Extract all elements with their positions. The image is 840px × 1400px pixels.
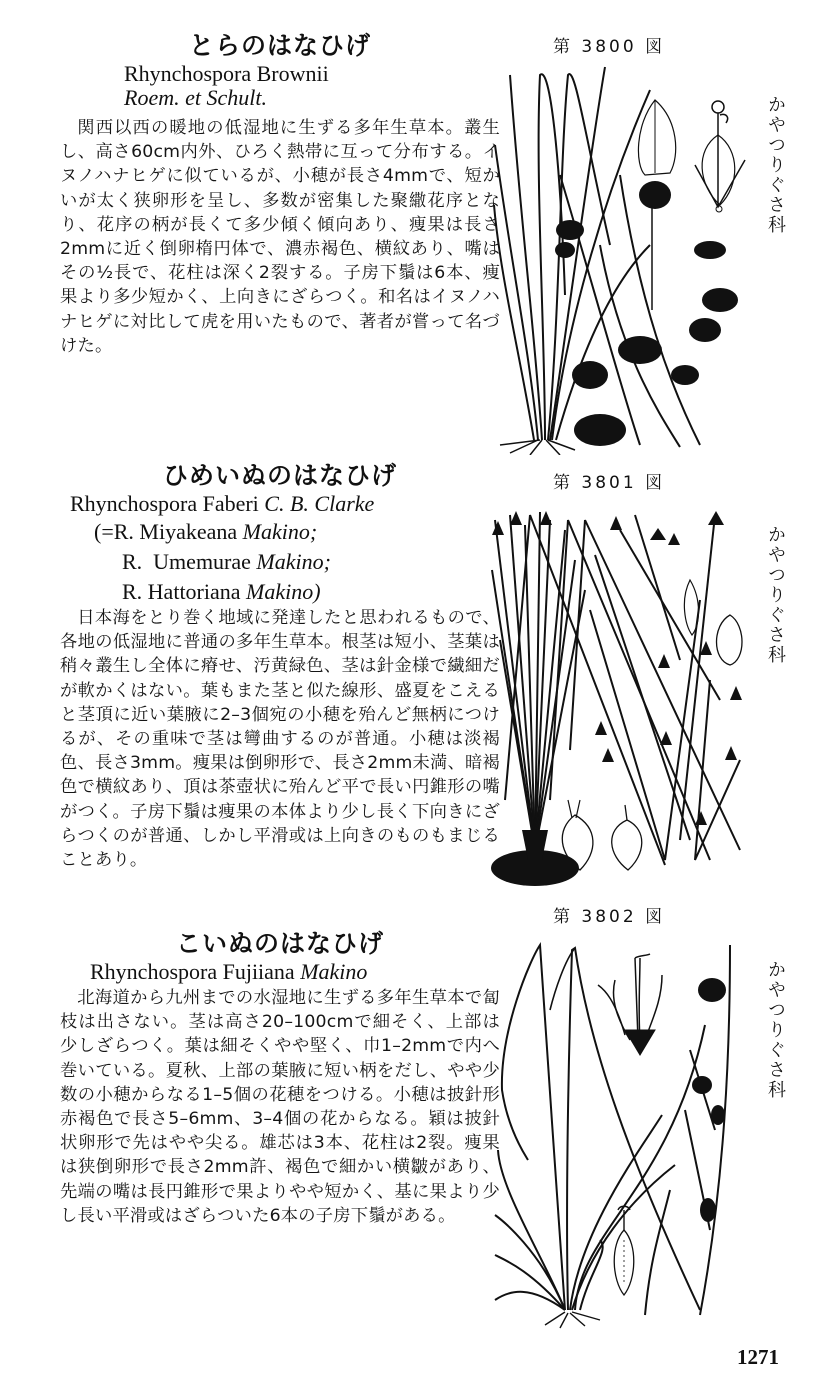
figure-label-3802: 第 3802 図 [553, 907, 666, 927]
japanese-name: こいぬのはなひげ [175, 929, 384, 958]
japanese-name: ひめいぬのはなひげ [162, 461, 397, 490]
entry-3800 [60, 30, 500, 358]
entry-3801 [60, 460, 500, 872]
synonym-name: R. Hattoriana [122, 579, 241, 604]
family-label: かやつりぐさ科 [765, 95, 786, 235]
description: 関西以西の暖地の低湿地に生ずる多年生草本。叢生し、高さ60cm内外、ひろく熱帯に互って分布する。イヌノハナヒゲに似ているが、小穂が長さ4mmで、短かいが太く狭卵形を呈し、多数が密集した聚繖花序となり、花序の柄が長くて多少傾く傾向あり、痩果は長さ2mmに近く倒卵楕円体で、濃赤褐色、横紋あり、嘴はその½長で、花柱は深く2裂する。子房下鬚は6本、痩果より多少短かく、上向きにざらつく。和名はイヌノハナヒゲに対比して虎を用いたもので、著者が嘗って名づけた。 [60, 118, 500, 356]
figure-label-3801: 第 3801 図 [553, 473, 666, 493]
synonym-author: Makino; [242, 519, 318, 544]
species-name: Rhynchospora Fujiiana [90, 959, 295, 984]
synonym-line [60, 550, 500, 574]
family-label: かやつりぐさ科 [765, 525, 786, 665]
synonym-name: R. Umemurae [122, 549, 251, 574]
japanese-name: とらのはなひげ [188, 31, 371, 60]
plant-illustration-3801 [480, 500, 760, 890]
species-name: Rhynchospora Brownii [124, 61, 329, 86]
page-number: 1271 [737, 1345, 779, 1369]
entry-3802 [60, 928, 500, 1228]
scientific-name [60, 960, 500, 984]
author-line [60, 86, 500, 110]
species-author: Makino [300, 959, 368, 984]
description: 北海道から九州までの水湿地に生ずる多年生草本で匐枝は出さない。茎は高さ20–100cmで細そく、上部は少しざらつく。葉は細そくやや堅く、巾1–2mmで内へ巻いている。夏秋、上部の葉腋に短い柄をだし、やや少数の小穂からなる1–5個の花穂をつける。小穂は披針形赤褐色で長さ5–6mm、3–4個の花からなる。穎は披針状卵形で先はやや尖る。雄芯は3本、花柱は2裂。痩果は狭倒卵形で長さ2mm許、褐色で細かい横皺があり、先端の嘴は長円錐形で果よりやや短かく、基に果より少し長い平滑或はざらついた6本の子房下鬚がある。 [60, 988, 500, 1226]
synonym-name: (=R. Miyakeana [94, 519, 238, 544]
plant-illustration-3802 [490, 930, 760, 1350]
synonym-line [60, 580, 500, 604]
species-author: Roem. et Schult. [124, 85, 267, 110]
synonym-line [60, 520, 500, 544]
synonym-author: Makino; [256, 549, 331, 574]
family-label: かやつりぐさ科 [765, 960, 786, 1100]
plant-illustration-3800 [490, 55, 760, 455]
scientific-name [60, 62, 500, 86]
scientific-name [60, 492, 500, 516]
figure-label-3800: 第 3800 図 [553, 37, 666, 57]
synonym-author: Makino) [246, 579, 321, 604]
description: 日本海をとり巻く地域に発達したと思われるもので、各地の低湿地に普通の多年生草本。根茎は短小、茎葉は稍々叢生し全体に瘠せ、汚黄緑色、茎は針金様で繊細だが軟かくはない。葉もまた茎と似た線形、盛夏をこえると茎頂に近い葉腋に2–3個宛の小穂を殆んど無柄につけるが、その重味で茎は彎曲するのが普通。小穂は淡褐色、長さ3mm。痩果は倒卵形で、長さ2mm未満、暗褐色で横紋あり、頂は茶壺状に殆んど平で長い円錐形の嘴がつく。子房下鬚は痩果の本体より少し長く下向きにざらつくのが普通、しかし平滑或は上向きのものもまじることあり。 [60, 608, 500, 871]
species-author: C. B. Clarke [264, 491, 375, 516]
species-name: Rhynchospora Faberi [70, 491, 259, 516]
